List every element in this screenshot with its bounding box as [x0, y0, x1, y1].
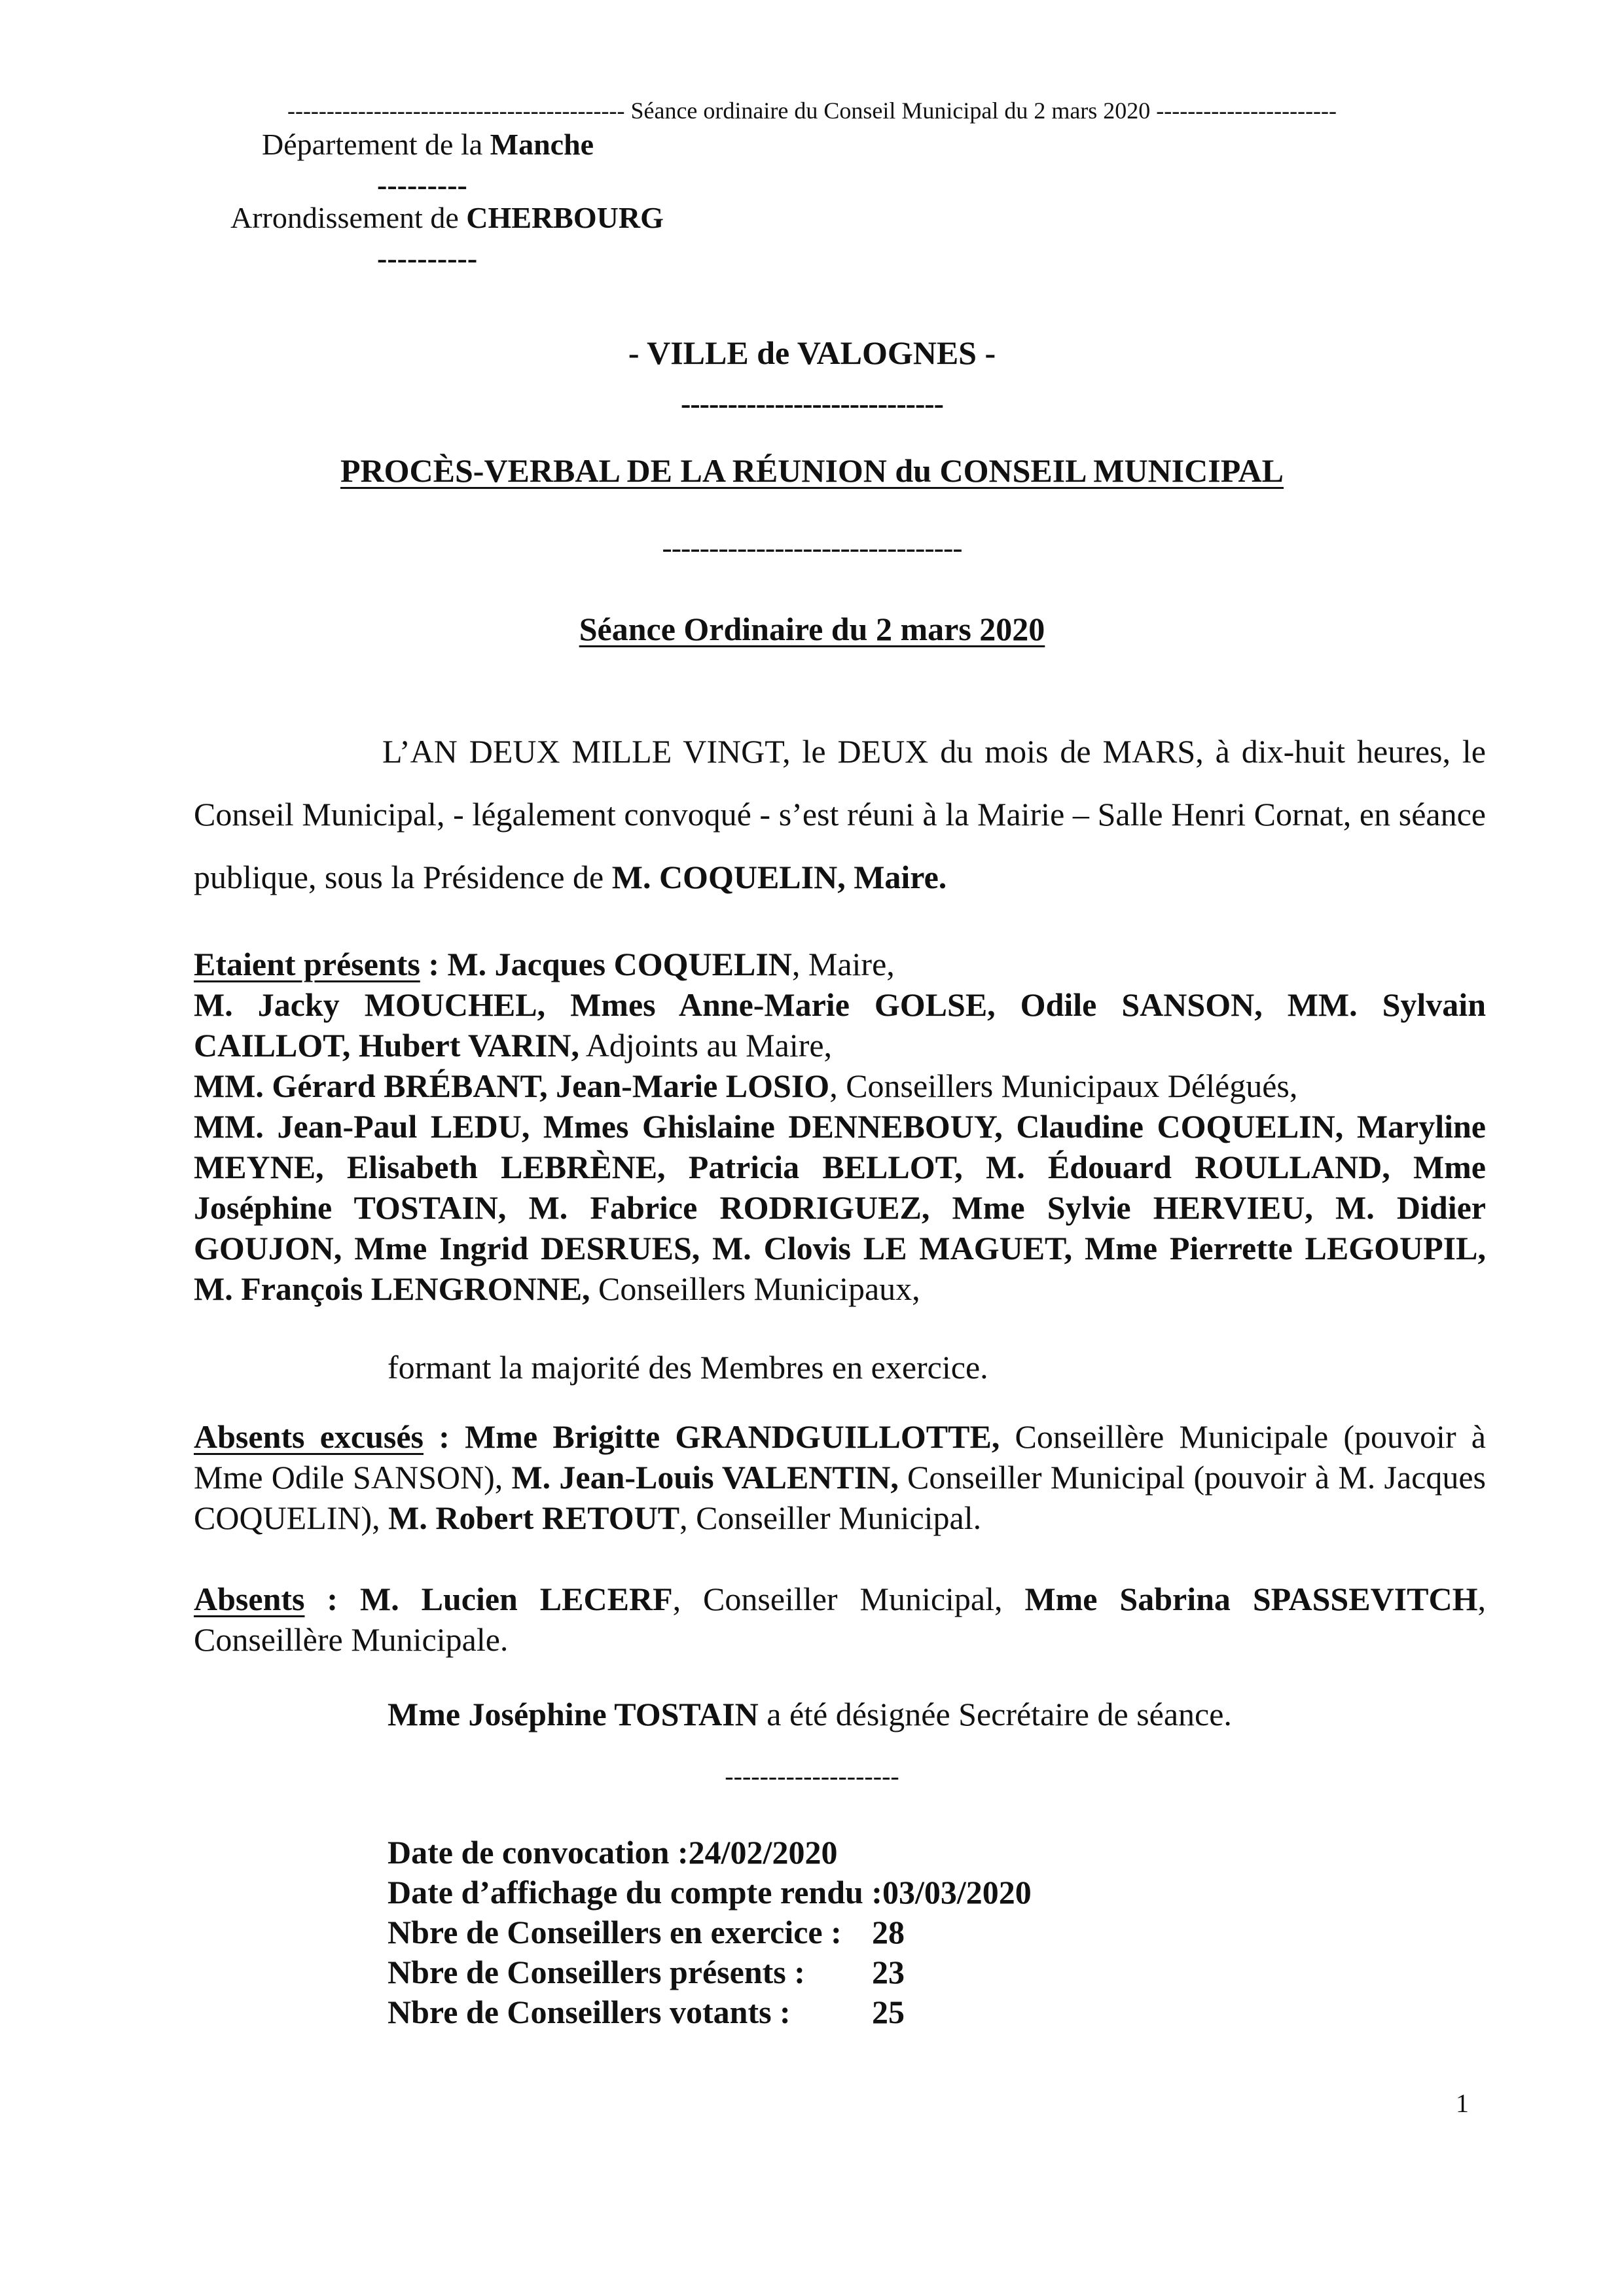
department-prefix: Département de la [262, 128, 490, 161]
absent-members [194, 1579, 1486, 1660]
delegues-names: MM. Gérard BRÉBANT, Jean-Marie LOSIO [194, 1067, 830, 1104]
adjoints-names: M. Jacky MOUCHEL, Mmes Anne-Marie GOLSE, Odile SANSON, MM. Sylvain CAILLOT, Hubert VARIN, [194, 986, 1486, 1064]
dates-block [388, 1833, 1032, 2032]
votants-row [388, 1992, 1032, 2032]
presents-row [388, 1952, 1032, 1992]
excused-3-role: , Conseiller Municipal. [679, 1499, 982, 1536]
excused-1-role: Conseillère Municipale (pouvoir à Mme Odile SANSON), [194, 1418, 1487, 1496]
exercice-value: 28 [872, 1914, 905, 1950]
convocation-row [388, 1833, 1032, 1873]
arrondissement-prefix: Arrondissement de [230, 201, 467, 234]
running-header: ------------------------------------------- Séance ordinaire du Conseil Municipal du 2 mars 2020 ----------------------- [287, 98, 1337, 124]
mayor-role: , Maire, [791, 946, 895, 982]
arrondissement-name: CHERBOURG [466, 201, 664, 234]
excused-3-name: M. Robert RETOUT [388, 1499, 680, 1536]
convocation-value: 24/02/2020 [688, 1834, 838, 1871]
excused-colon: : [424, 1418, 465, 1455]
convocation-label: Date de convocation : [388, 1834, 689, 1871]
secretary-text: a été désignée Secrétaire de séance. [758, 1696, 1232, 1732]
delegues-role: , Conseillers Municipaux Délégués, [829, 1067, 1298, 1104]
secretary-name: Mme Joséphine TOSTAIN [388, 1696, 759, 1732]
intro-paragraph [194, 720, 1486, 908]
affichage-value: 03/03/2020 [882, 1874, 1032, 1910]
affichage-label: Date d’affichage du compte rendu : [388, 1874, 882, 1910]
excused-members [194, 1416, 1486, 1538]
title-rule: -------------------------------- [662, 531, 962, 564]
present-members [194, 944, 1486, 1309]
excused-label: Absents excusés [194, 1418, 424, 1455]
presents-count-value: 23 [872, 1954, 905, 1990]
present-colon: : [420, 946, 448, 982]
votants-count-label: Nbre de Conseillers votants : [388, 1994, 791, 2030]
adjoints-role: Adjoints au Maire, [579, 1027, 833, 1064]
secretary-rule: -------------------- [725, 1761, 899, 1791]
mayor-name: M. Jacques COQUELIN [447, 946, 792, 982]
presents-count-label: Nbre de Conseillers présents : [388, 1954, 805, 1990]
letterhead-separator-2: ---------- [377, 242, 478, 275]
absent-label: Absents [194, 1581, 305, 1617]
absent-1-role: , Conseiller Municipal, [672, 1581, 1025, 1617]
letterhead-separator-1: --------- [377, 168, 467, 202]
document-title: PROCÈS-VERBAL DE LA RÉUNION du CONSEIL MUNICIPAL [340, 452, 1284, 489]
department-name: Manche [490, 128, 594, 161]
affichage-row [388, 1873, 1032, 1912]
exercice-row [388, 1912, 1032, 1952]
absent-2-role: , Conseillère Municipale. [194, 1581, 1486, 1658]
absent-1-name: M. Lucien LECERF [360, 1581, 673, 1617]
intro-text: L’AN DEUX MILLE VINGT, le DEUX du mois de MARS, à dix-huit heures, le Conseil Municipal, - légalement convoqué - s’est réuni à la Mairie – Salle Henri Cornat, en séance publique, sous la Présidence de [194, 733, 1486, 895]
secretary-line [388, 1695, 1232, 1733]
conseillers-role: Conseillers Municipaux, [590, 1270, 920, 1307]
session-title: Séance Ordinaire du 2 mars 2020 [579, 611, 1045, 647]
present-label: Etaient présents [194, 946, 420, 982]
absent-colon: : [304, 1581, 360, 1617]
department-line [262, 127, 594, 162]
conseillers-names: MM. Jean-Paul LEDU, Mmes Ghislaine DENNEBOUY, Claudine COQUELIN, Maryline MEYNE, Elisabeth LEBRÈNE, Patricia BELLOT, M. Édouard ROULLAND, Mme Joséphine TOSTAIN, M. Fabrice RODRIGUEZ, Mme Sylvie HERVIEU, M. Didier GOUJON, Mme Ingrid DESRUES, M. Clovis LE MAGUET, Mme Pierrette LEGOUPIL, M. François LENGRONNE, [194, 1108, 1486, 1307]
city-rule: ---------------------------- [681, 387, 943, 420]
excused-1-name: Mme Brigitte GRANDGUILLOTTE, [465, 1418, 1000, 1455]
absent-2-name: Mme Sabrina SPASSEVITCH [1024, 1581, 1478, 1617]
votants-count-value: 25 [872, 1994, 905, 2030]
page-number: 1 [1456, 2089, 1469, 2118]
city-heading: - VILLE de VALOGNES - [628, 334, 996, 371]
arrondissement-line [230, 200, 664, 235]
majority-note: formant la majorité des Membres en exercice. [388, 1349, 988, 1386]
excused-2-name: M. Jean-Louis VALENTIN, [511, 1459, 899, 1496]
exercice-label: Nbre de Conseillers en exercice : [388, 1914, 842, 1950]
president-name: M. COQUELIN, Maire. [611, 859, 947, 895]
excused-2-role: Conseiller Municipal (pouvoir à M. Jacques COQUELIN), [194, 1459, 1486, 1536]
